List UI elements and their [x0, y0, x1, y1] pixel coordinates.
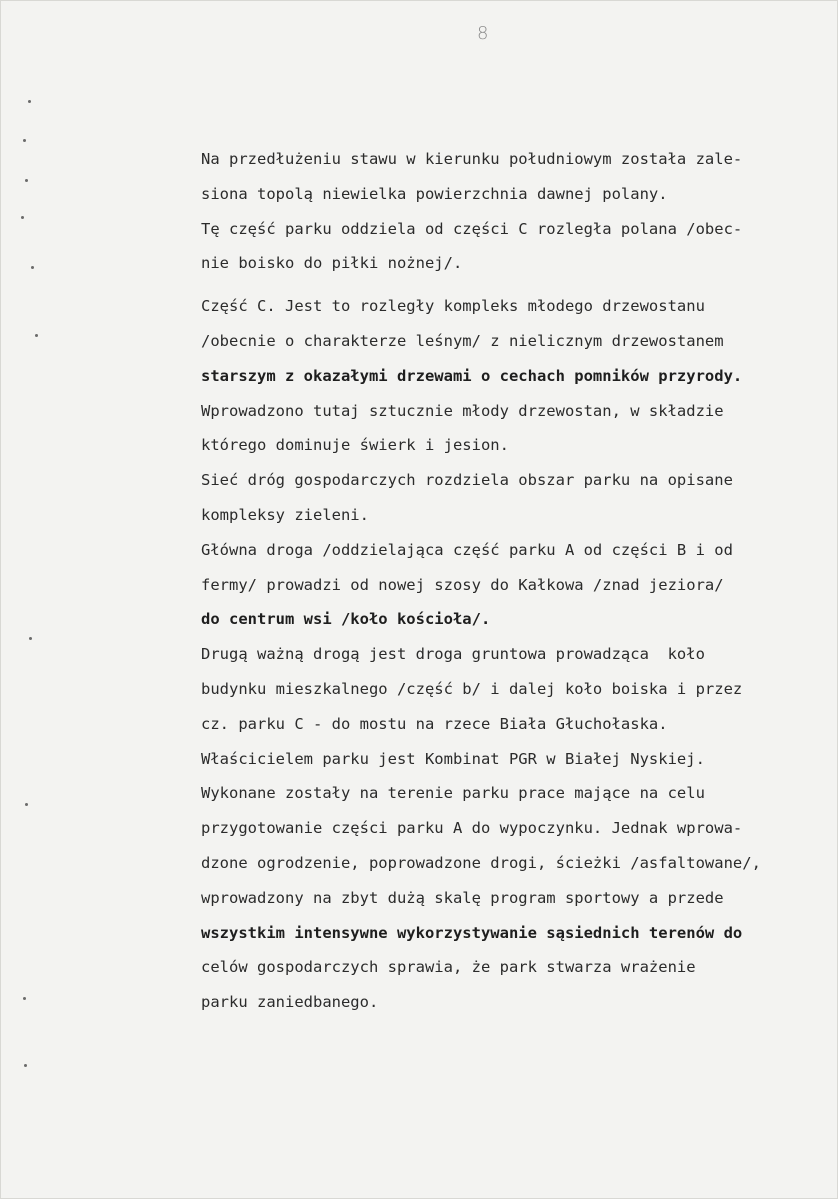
typed-body-text — [201, 142, 831, 1020]
text-line: Sieć dróg gospodarczych rozdziela obszar parku na opisane — [201, 471, 733, 490]
margin-mark — [21, 216, 24, 219]
paragraph-gap — [201, 281, 831, 289]
text-line: Główna droga /oddzielająca część parku A od części B i od — [201, 540, 733, 559]
margin-mark — [29, 637, 32, 640]
text-line: wprowadzony na zbyt dużą skalę program sportowy a przede — [201, 888, 724, 907]
text-line: do centrum wsi /koło kościoła/. — [201, 610, 491, 629]
text-line: cz. parku C - do mostu na rzece Biała Głuchołaska. — [201, 714, 668, 733]
text-line: przygotowanie części parku A do wypoczynku. Jednak wprowa- — [201, 819, 743, 838]
text-line: Wprowadzono tutaj sztucznie młody drzewostan, w składzie — [201, 401, 724, 420]
margin-mark — [23, 997, 26, 1000]
text-line: Część C. Jest to rozległy kompleks młodego drzewostanu — [201, 297, 705, 316]
text-line: kompleksy zieleni. — [201, 505, 369, 524]
text-line: Właścicielem parku jest Kombinat PGR w Białej Nyskiej. — [201, 749, 705, 768]
margin-mark — [25, 179, 28, 182]
text-line: /obecnie o charakterze leśnym/ z nielicznym drzewostanem — [201, 331, 724, 350]
text-line: siona topolą niewielka powierzchnia dawnej polany. — [201, 184, 668, 203]
margin-mark — [25, 803, 28, 806]
text-line: budynku mieszkalnego /część b/ i dalej koło boiska i przez — [201, 679, 743, 698]
text-line: którego dominuje świerk i jesion. — [201, 436, 509, 455]
margin-mark — [28, 100, 31, 103]
page-number: 8 — [477, 23, 489, 44]
margin-mark — [31, 266, 34, 269]
text-line: Drugą ważną drogą jest droga gruntowa prowadząca koło — [201, 645, 705, 664]
text-line: wszystkim intensywne wykorzystywanie sąsiednich terenów do — [201, 923, 743, 942]
text-line: celów gospodarczych sprawia, że park stwarza wrażenie — [201, 958, 696, 977]
margin-mark — [23, 139, 26, 142]
text-line: Tę część parku oddziela od części C rozległa polana /obec- — [201, 219, 743, 238]
text-line: parku zaniedbanego. — [201, 993, 379, 1012]
text-line: Na przedłużeniu stawu w kierunku południowym została zale- — [201, 150, 743, 168]
text-line: Wykonane zostały na terenie parku prace mające na celu — [201, 784, 705, 803]
text-line: starszym z okazałymi drzewami o cechach pomników przyrody. — [201, 366, 743, 385]
text-line: fermy/ prowadzi od nowej szosy do Kałkowa /znad jeziora/ — [201, 575, 724, 594]
margin-mark — [24, 1064, 27, 1067]
text-line: nie boisko do piłki nożnej/. — [201, 254, 463, 273]
text-line: dzone ogrodzenie, poprowadzone drogi, ścieżki /asfaltowane/, — [201, 853, 761, 872]
margin-mark — [35, 334, 38, 337]
